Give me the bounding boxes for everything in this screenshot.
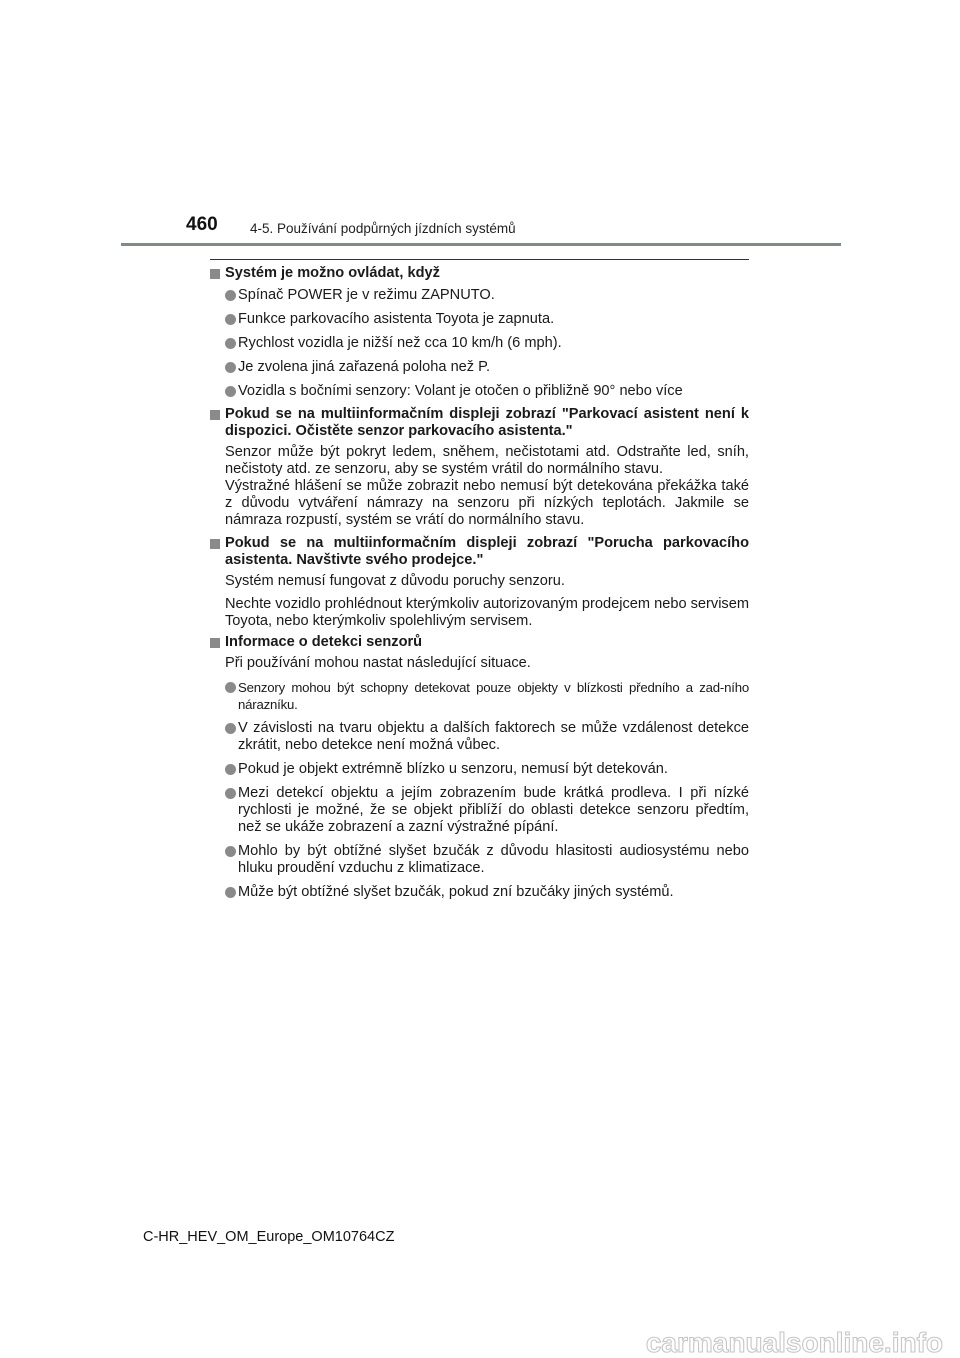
list-item-text: V závislosti na tvaru objektu a dalších faktorech se může vzdálenost detekce zkrátit, nebo detekce není možná vůbec. xyxy=(238,720,749,753)
page-number: 460 xyxy=(186,214,218,235)
list-item-text: Může být obtížné slyšet bzučák, pokud zní bzučáky jiných systémů. xyxy=(238,884,674,900)
section-heading-operating-conditions xyxy=(210,265,749,282)
section-heading-assistant-malfunction xyxy=(210,535,749,569)
list-item-text: Mezi detekcí objektu a jejím zobrazením bude krátká prodleva. I při nízké rychlosti je možné, že se objekt přiblíží do oblasti detekce senzoru předtím, než se ukáže zobrazení a zazní výstražné pípání. xyxy=(238,785,749,835)
list-item xyxy=(210,311,749,328)
square-bullet-icon xyxy=(210,638,220,648)
paragraph: Senzor může být pokryt ledem, sněhem, nečistotami atd. Odstraňte led, sníh, nečistoty atd. ze senzoru, aby se systém vrátil do normálního stavu. xyxy=(225,444,749,477)
paragraph: Nechte vozidlo prohlédnout kterýmkoliv autorizovaným prodejcem nebo servisem Toyota, nebo kterýmkoliv spolehlivým servisem. xyxy=(225,596,749,629)
content-top-rule xyxy=(210,259,749,260)
round-bullet-icon xyxy=(225,682,236,693)
list-item-text: Senzory mohou být schopny detekovat pouze objekty v blízkosti předního a zad-ního nárazníku. xyxy=(238,680,749,712)
list-item xyxy=(210,287,749,304)
section-heading-sensor-detection-info xyxy=(210,634,749,651)
list-item xyxy=(210,720,749,754)
list-item-text: Spínač POWER je v režimu ZAPNUTO. xyxy=(238,287,495,303)
list-item xyxy=(210,785,749,836)
paragraph: Výstražné hlášení se může zobrazit nebo nemusí být detekována překážka také z důvodu vytváření námrazy na senzoru při nízkých teplotách. Jakmile se námraza rozpustí, systém se vrátí do normálního stavu. xyxy=(225,478,749,528)
section-heading-assistant-unavailable xyxy=(210,406,749,440)
footer-doc-code: C-HR_HEV_OM_Europe_OM10764CZ xyxy=(143,1229,395,1245)
header-rule xyxy=(121,243,841,246)
list-item-text: Rychlost vozidla je nižší než cca 10 km/h (6 mph). xyxy=(238,335,562,351)
round-bullet-icon xyxy=(225,788,236,799)
square-bullet-icon xyxy=(210,269,220,279)
round-bullet-icon xyxy=(225,764,236,775)
content-body xyxy=(210,265,749,901)
watermark-text: carmanualsonline.info xyxy=(645,1327,943,1358)
list-item xyxy=(210,843,749,877)
round-bullet-icon xyxy=(225,290,236,301)
square-bullet-icon xyxy=(210,410,220,420)
list-item-text: Je zvolena jiná zařazená poloha než P. xyxy=(238,359,491,375)
round-bullet-icon xyxy=(225,887,236,898)
list-item xyxy=(210,884,749,901)
list-item-text: Vozidla s bočními senzory: Volant je otočen o přibližně 90° nebo více xyxy=(238,383,683,399)
round-bullet-icon xyxy=(225,723,236,734)
paragraph: Systém nemusí fungovat z důvodu poruchy senzoru. xyxy=(225,573,565,589)
round-bullet-icon xyxy=(225,362,236,373)
list-item xyxy=(210,383,749,400)
heading-text: Informace o detekci senzorů xyxy=(225,634,423,650)
round-bullet-icon xyxy=(225,314,236,325)
round-bullet-icon xyxy=(225,338,236,349)
heading-text: Systém je možno ovládat, když xyxy=(225,265,440,281)
list-item xyxy=(210,335,749,352)
round-bullet-icon xyxy=(225,386,236,397)
section-title: 4-5. Používání podpůrných jízdních systémů xyxy=(250,221,516,236)
list-item-text: Pokud je objekt extrémně blízko u senzoru, nemusí být detekován. xyxy=(238,761,668,777)
list-item xyxy=(210,761,749,778)
list-item xyxy=(210,359,749,376)
list-item xyxy=(210,679,749,713)
list-item-text: Funkce parkovacího asistenta Toyota je zapnuta. xyxy=(238,311,555,327)
round-bullet-icon xyxy=(225,846,236,857)
heading-text: Pokud se na multiinformačním displeji zobrazí "Porucha parkovacího asistenta. Navštivte svého prodejce." xyxy=(225,535,749,568)
list-item-text: Mohlo by být obtížné slyšet bzučák z důvodu hlasitosti audiosystému nebo hluku proudění vzduchu z klimatizace. xyxy=(238,843,749,876)
paragraph: Při používání mohou nastat následující situace. xyxy=(225,655,531,671)
heading-text: Pokud se na multiinformačním displeji zobrazí "Parkovací asistent není k dispozici. Očistěte senzor parkovacího asistenta." xyxy=(225,406,749,439)
square-bullet-icon xyxy=(210,539,220,549)
